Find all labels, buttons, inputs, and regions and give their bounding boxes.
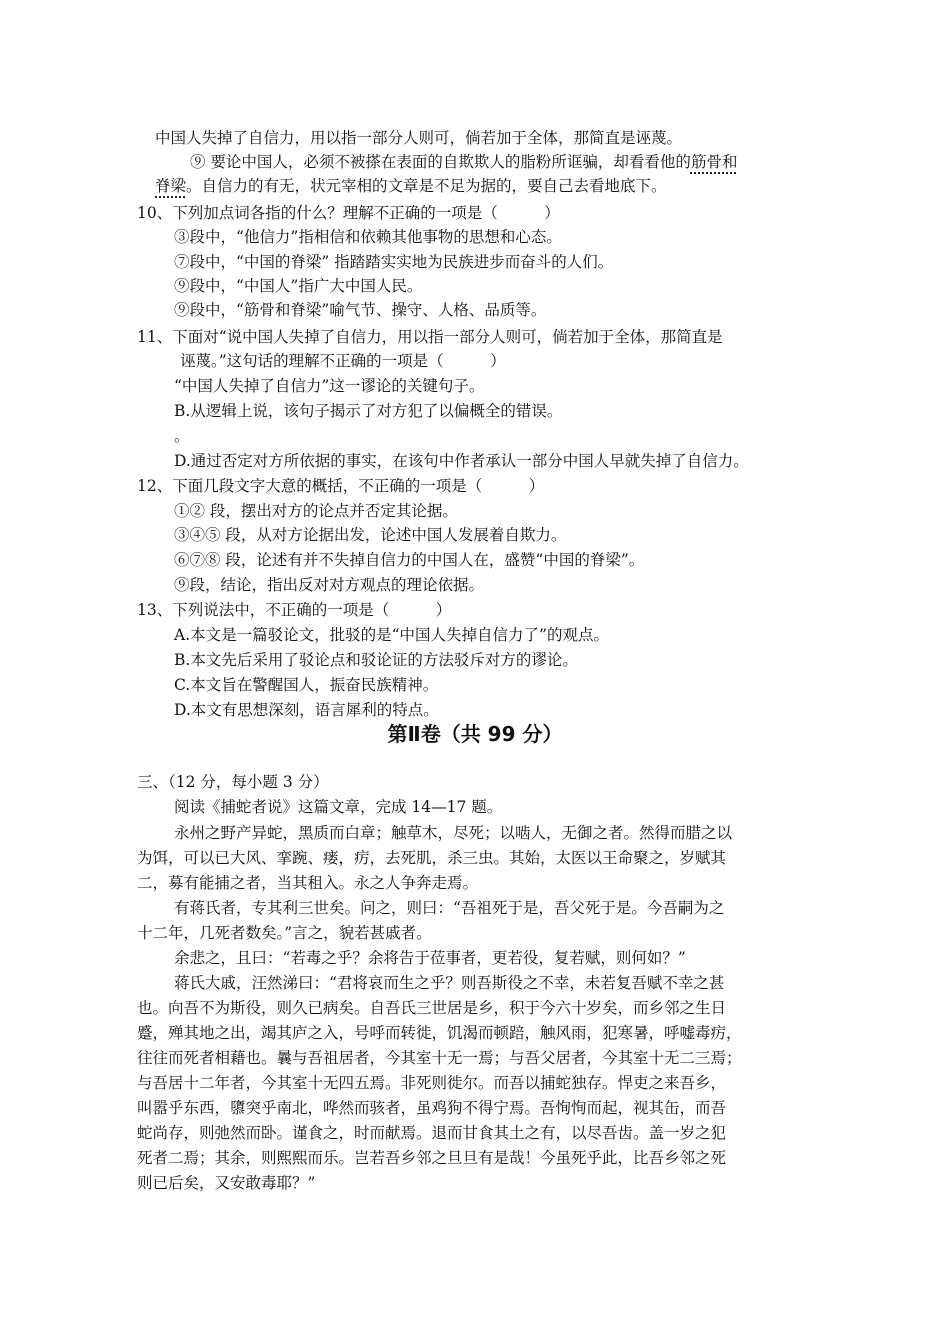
reading-line: 蛇尚存，则弛然而卧。谨食之，时而献焉。退而甘食其土之有，以尽吾齿。盖一岁之犯 (137, 1124, 727, 1142)
answer-option: ⑨段，结论，指出反对对方观点的理论依据。 (174, 576, 485, 594)
answer-option: C.本文旨在警醒国人，振奋民族精神。 (174, 676, 439, 694)
part-instruction: 阅读《捕蛇者说》这篇文章，完成 14—17 题。 (174, 798, 503, 816)
answer-option: ③④⑤ 段，从对方论据出发，论述中国人发展着自欺力。 (174, 526, 567, 544)
question-stem: 11、下面对“说中国人失掉了自信力，用以指一部分人则可，倘若加于全体，那简直是 (137, 328, 723, 346)
reading-line: 往往而死者相藉也。曩与吾祖居者，今其室十无一焉；与吾父居者，今其室十无二三焉； (137, 1049, 742, 1067)
reading-line: 余悲之，且曰：“若毒之乎？余将告于莅事者，更若役，复若赋，则何如？” (174, 949, 686, 967)
passage-text: 。自信力的有无，状元宰相的文章是不足为据的，要自己去看地底下。 (186, 177, 667, 195)
reading-line: 叫嚣乎东西，隳突乎南北，哗然而骇者，虽鸡狗不得宁焉。吾恂恂而起，视其缶，而吾 (137, 1099, 727, 1117)
answer-option: B.本文先后采用了驳论点和驳论证的方法驳斥对方的谬论。 (174, 651, 578, 669)
reading-line: 也。向吾不为斯役，则久已病矣。自吾氏三世居是乡，积于今六十岁矣，而乡邻之生日 (137, 999, 727, 1017)
question-stem: 10、下列加点词各指的什么？理解不正确的一项是（ ） (137, 204, 560, 222)
reading-line: 蒋氏大戚，汪然涕曰：“君将哀而生之乎？则吾斯役之不幸，未若复吾赋不幸之甚 (174, 974, 725, 992)
passage-line: 中国人失掉了自信力，用以指一部分人则可，倘若加于全体，那简直是诬蔑。 (155, 129, 683, 147)
reading-line: 永州之野产异蛇，黑质而白章；触草木，尽死；以啮人，无御之者。然得而腊之以 (174, 824, 733, 842)
emphasis-dotted-text: 筋骨和 (690, 153, 738, 171)
answer-option: ③段中，“他信力”指相信和依赖其他事物的思想和心态。 (174, 228, 562, 246)
answer-option: 。 (174, 427, 190, 445)
question-stem: 12、下面几段文字大意的概括，不正确的一项是（ ） (137, 477, 545, 495)
answer-option: ⑨段中，“筋骨和脊梁”喻气节、操守、人格、品质等。 (174, 301, 547, 319)
reading-line: 则已后矣，又安敢毒耶？” (137, 1174, 316, 1192)
section-title: 第Ⅱ卷（共 99 分） (387, 722, 563, 746)
passage-text: ⑨ 要论中国人，必须不被搽在表面的自欺欺人的脂粉所诓骗，却看看他的 (190, 153, 691, 171)
answer-option: ①② 段，摆出对方的论点并否定其论据。 (174, 502, 458, 520)
passage-line (155, 176, 667, 196)
question-stem: 13、下列说法中，不正确的一项是（ ） (137, 601, 452, 619)
reading-line: 十二年，几死者数矣。”言之，貌若甚戚者。 (137, 924, 432, 942)
emphasis-dotted-text: 脊梁 (155, 177, 187, 195)
answer-option: B.从逻辑上说，该句子揭示了对方犯了以偏概全的错误。 (174, 402, 563, 420)
question-stem-continued: 诬蔑。”这句话的理解不正确的一项是（ ） (180, 352, 506, 370)
answer-option: A.本文是一篇驳论文，批驳的是“中国人失掉自信力了”的观点。 (174, 626, 609, 644)
answer-option: “中国人失掉了自信力”这一谬论的关键句子。 (174, 377, 485, 395)
reading-line: 为饵，可以已大风、挛踠、瘘，疠，去死肌，杀三虫。其始，太医以王命聚之，岁赋其 (137, 849, 727, 867)
answer-option: D.通过否定对方所依据的事实，在该句中作者承认一部分中国人早就失掉了自信力。 (174, 452, 749, 470)
reading-line: 蹙，殚其地之出，竭其庐之入，号呼而转徙，饥渴而顿踣，触风雨，犯寒暑，呼嘘毒疠， (137, 1024, 742, 1042)
answer-option: ⑦段中，“中国的脊梁” 指踏踏实实地为民族进步而奋斗的人们。 (174, 253, 614, 271)
passage-line (190, 152, 737, 172)
reading-line: 与吾居十二年者，今其室十无四五焉。非死则徙尔。而吾以捕蛇独存。悍吏之来吾乡， (137, 1074, 727, 1092)
reading-line: 死者二焉；其余，则熙熙而乐。岂若吾乡邻之旦旦有是哉！今虽死乎此，比吾乡邻之死 (137, 1149, 727, 1167)
answer-option: ⑥⑦⑧ 段，论述有并不失掉自信力的中国人在，盛赞“中国的脊梁”。 (174, 551, 645, 569)
part-heading: 三、（12 分，每小题 3 分） (137, 773, 329, 791)
reading-line: 有蒋氏者，专其利三世矣。问之，则曰：“吾祖死于是，吾父死于是。今吾嗣为之 (174, 899, 725, 917)
answer-option: D.本文有思想深刻，语言犀利的特点。 (174, 701, 439, 719)
answer-option: ⑨段中，“中国人”指广大中国人民。 (174, 277, 423, 295)
reading-line: 二，募有能捕之者，当其租入。永之人争奔走焉。 (137, 874, 479, 892)
